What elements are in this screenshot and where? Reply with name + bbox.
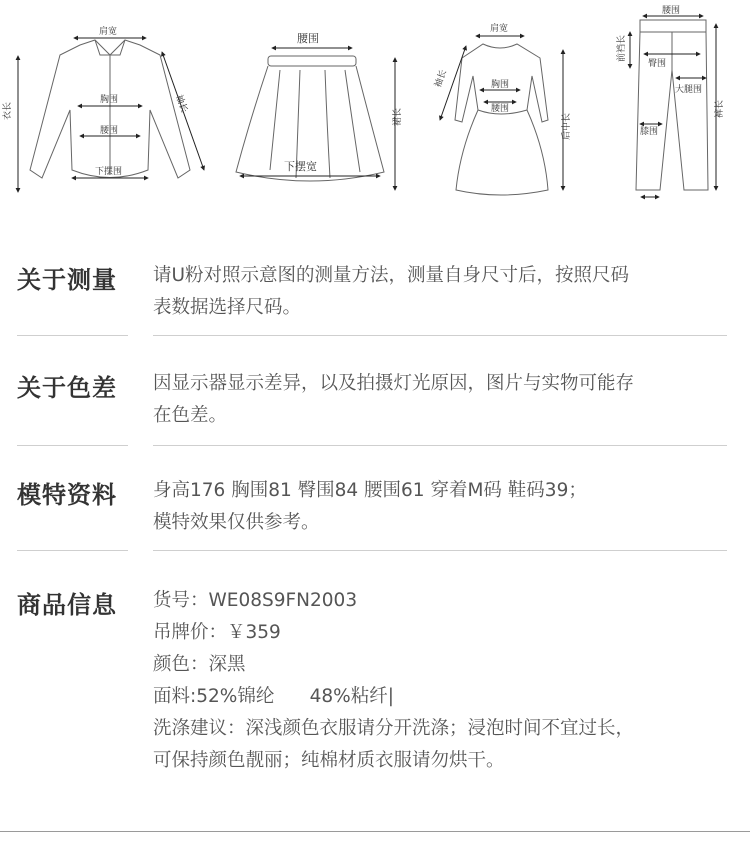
label-skirt-length: 裙长 <box>393 107 403 126</box>
section-line: 表数据选择尺码。 <box>153 297 302 318</box>
section-line: 模特效果仅供参考。 <box>153 512 320 533</box>
label-dress-length: 后中长 <box>562 112 572 140</box>
section-line: 洗涤建议：深浅颜色衣服请分开洗涤；浸泡时间不宜过长， <box>153 718 635 739</box>
label-dress-sleeve: 袖长 <box>433 68 449 90</box>
section-line: 货号：WE08S9FN2003 <box>153 590 358 611</box>
measurement-diagrams <box>0 0 750 215</box>
label-shirt-waist: 腰围 <box>100 126 119 136</box>
label-shirt-shoulder: 肩宽 <box>99 27 118 37</box>
label-pants-thigh: 大腿围 <box>675 85 703 95</box>
section-body <box>153 475 733 539</box>
measurement-diagrams-svg <box>0 0 750 215</box>
divider-right <box>153 335 727 336</box>
label-skirt-waist: 腰围 <box>297 32 319 45</box>
divider-left <box>17 335 128 336</box>
section-line: 颜色：深黑 <box>153 654 246 675</box>
divider-right <box>153 445 727 446</box>
section-title: 关于色差 <box>17 374 117 402</box>
section-line: 在色差。 <box>153 405 228 426</box>
label-pants-length: 裤长 <box>715 99 725 118</box>
section-line: 请U粉对照示意图的测量方法，测量自身尺寸后，按照尺码 <box>153 265 630 286</box>
shirt-diagram <box>30 40 190 178</box>
section-body <box>153 368 733 432</box>
section-line: 面料:52%锦纶 48%粘纤| <box>153 686 394 707</box>
label-dress-chest: 胸围 <box>491 80 510 90</box>
bottom-divider <box>0 831 750 832</box>
divider-right <box>153 550 727 551</box>
section-body <box>153 260 733 324</box>
section-title: 关于测量 <box>17 266 117 294</box>
dress-diagram <box>455 44 548 195</box>
label-pants-front-rise: 前裆长 <box>617 34 627 62</box>
label-shirt-hem: 下摆围 <box>95 167 123 177</box>
label-dress-shoulder: 肩宽 <box>490 24 509 34</box>
label-pants-knee: 膝围 <box>640 127 659 137</box>
label-pants-hip: 臀围 <box>648 59 667 69</box>
section-line: 吊牌价：￥359 <box>153 622 281 643</box>
label-shirt-sleeve: 袖长 <box>173 93 189 114</box>
label-shirt-length: 衣长 <box>3 101 13 120</box>
label-dress-waist: 腰围 <box>491 104 510 114</box>
divider-left <box>17 445 128 446</box>
label-shirt-chest: 胸围 <box>100 95 119 105</box>
section-title: 商品信息 <box>17 591 117 619</box>
section-line: 可保持颜色靓丽；纯棉材质衣服请勿烘干。 <box>153 750 505 771</box>
section-line: 因显示器显示差异，以及拍摄灯光原因，图片与实物可能存 <box>153 373 635 394</box>
section-line: 身高176 胸围81 臀围84 腰围61 穿着M码 鞋码39； <box>153 480 587 501</box>
section-body <box>153 585 733 777</box>
section-title: 模特资料 <box>17 481 117 509</box>
label-pants-waist: 腰围 <box>662 6 681 16</box>
label-skirt-hem: 下摆宽 <box>284 160 317 173</box>
divider-left <box>17 550 128 551</box>
pants-diagram <box>636 20 708 190</box>
